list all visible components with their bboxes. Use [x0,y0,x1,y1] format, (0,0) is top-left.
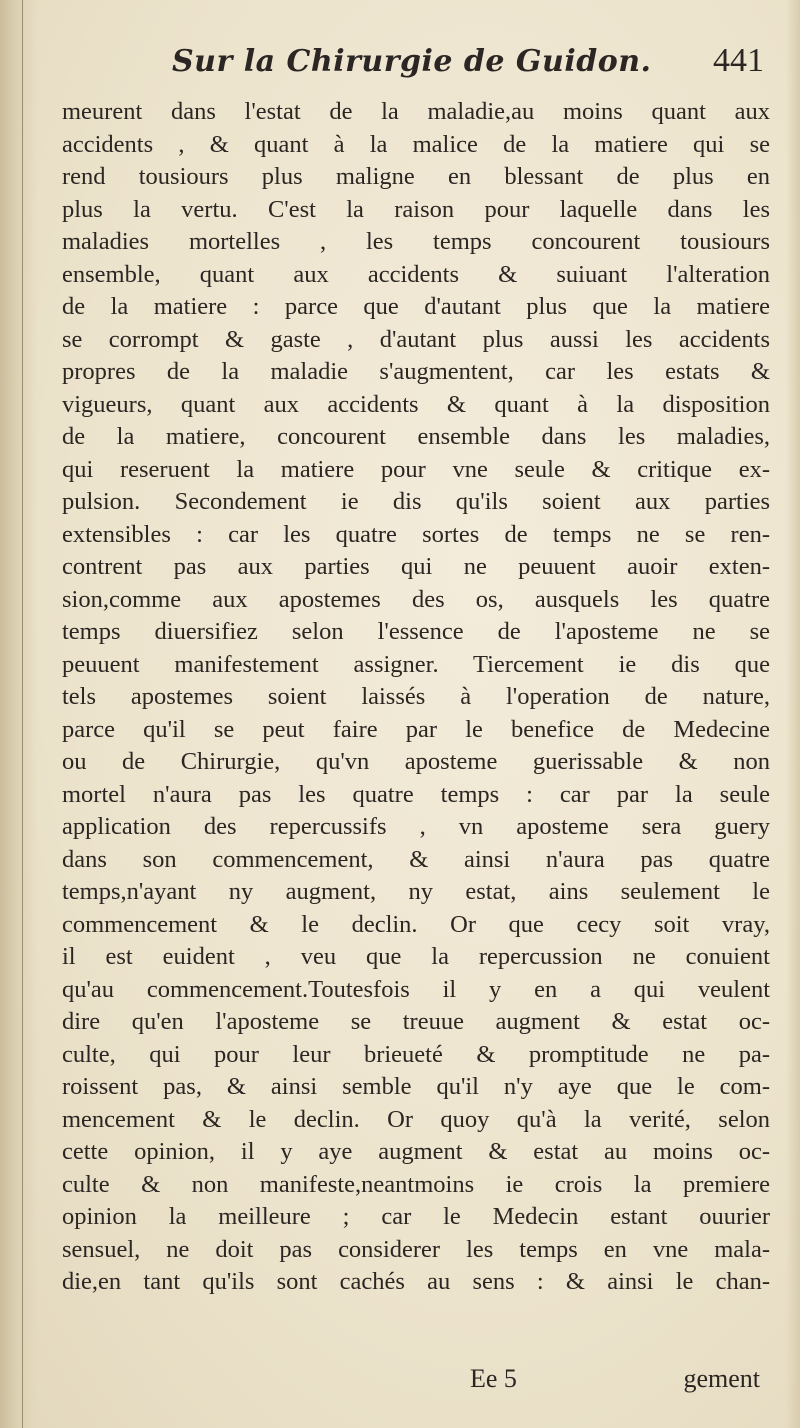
text-line: pulsion. Secondement ie dis qu'ils soient aux parties [62,488,770,515]
text-line: commencement & le declin. Or que cecy soit vray, [62,910,770,938]
running-head: Sur la Chirurgie de Guidon. [172,44,652,79]
text-line: dans son commencement, & ainsi n'aura pas quatre [62,845,770,873]
text-line: meurent dans l'estat de la maladie,au moins quant aux [62,98,770,125]
text-line: contrent pas aux parties qui ne peuuent auoir exten- [62,553,770,580]
text-line: die,en tant qu'ils sont cachés au sens : & ainsi le chan- [62,1268,770,1295]
text-line: tels apostemes soient laissés à l'operation de nature, [62,683,770,710]
text-line: extensibles : car les quatre sortes de temps ne se ren- [62,520,770,548]
text-line: vigueurs, quant aux accidents & quant à la disposition [62,390,770,418]
page-footer [62,1364,770,1404]
text-line: qui reseruent la matiere pour vne seule & critique ex- [62,455,770,483]
text-line: mencement & le declin. Or quoy qu'à la verité, selon [62,1105,770,1133]
text-line: propres de la maladie s'augmentent, car les estats & [62,358,770,385]
binding-fold-line [22,0,23,1428]
text-line: qu'au commencement.Toutesfois il y en a qui veulent [62,975,770,1003]
text-line: culte, qui pour leur brieueté & promptitude ne pa- [62,1040,770,1068]
text-line: plus la vertu. C'est la raison pour laquelle dans les [62,195,770,223]
text-line: ou de Chirurgie, qu'vn aposteme guerissable & non [62,748,770,775]
text-line: parce qu'il se peut faire par le benefice de Medecine [62,715,770,743]
page-edge-shadow [786,0,800,1428]
text-line: cette opinion, il y aye augment & estat au moins oc- [62,1138,770,1165]
text-line: rend tousiours plus maligne en blessant de plus en [62,163,770,190]
text-line: opinion la meilleure ; car le Medecin estant ouurier [62,1203,770,1230]
text-line: culte & non manifeste,neantmoins ie crois la premiere [62,1170,770,1198]
catchword: gement [683,1364,760,1393]
text-line: maladies mortelles , les temps concourent tousiours [62,228,770,255]
text-line: roissent pas, & ainsi semble qu'il n'y aye que le com- [62,1073,770,1100]
text-line: ensemble, quant aux accidents & suiuant l'alteration [62,260,770,288]
signature-mark: Ee 5 [470,1364,517,1393]
body-text [62,96,770,1299]
text-line: sensuel, ne doit pas considerer les temps en vne mala- [62,1235,770,1263]
text-line: se corrompt & gaste , d'autant plus aussi les accidents [62,325,770,353]
binding-gutter [0,0,38,1428]
text-line: application des repercussifs , vn aposteme sera guery [62,813,770,840]
text-line: de la matiere, concourent ensemble dans les maladies, [62,423,770,450]
text-line: il est euident , veu que la repercussion ne conuient [62,943,770,970]
text-line: mortel n'aura pas les quatre temps : car par la seule [62,780,770,808]
text-line: temps diuersifiez selon l'essence de l'aposteme ne se [62,618,770,645]
text-line: accidents , & quant à la malice de la matiere qui se [62,130,770,158]
text-line: de la matiere : parce que d'autant plus que la matiere [62,293,770,320]
text-line: temps,n'ayant ny augment, ny estat, ains seulement le [62,878,770,905]
text-line: peuuent manifestement assigner. Tiercement ie dis que [62,650,770,678]
text-line: dire qu'en l'aposteme se treuue augment & estat oc- [62,1008,770,1035]
page-header [62,40,770,92]
text-line: sion,comme aux apostemes des os, ausquels les quatre [62,585,770,613]
page-number: 441 [713,42,764,79]
